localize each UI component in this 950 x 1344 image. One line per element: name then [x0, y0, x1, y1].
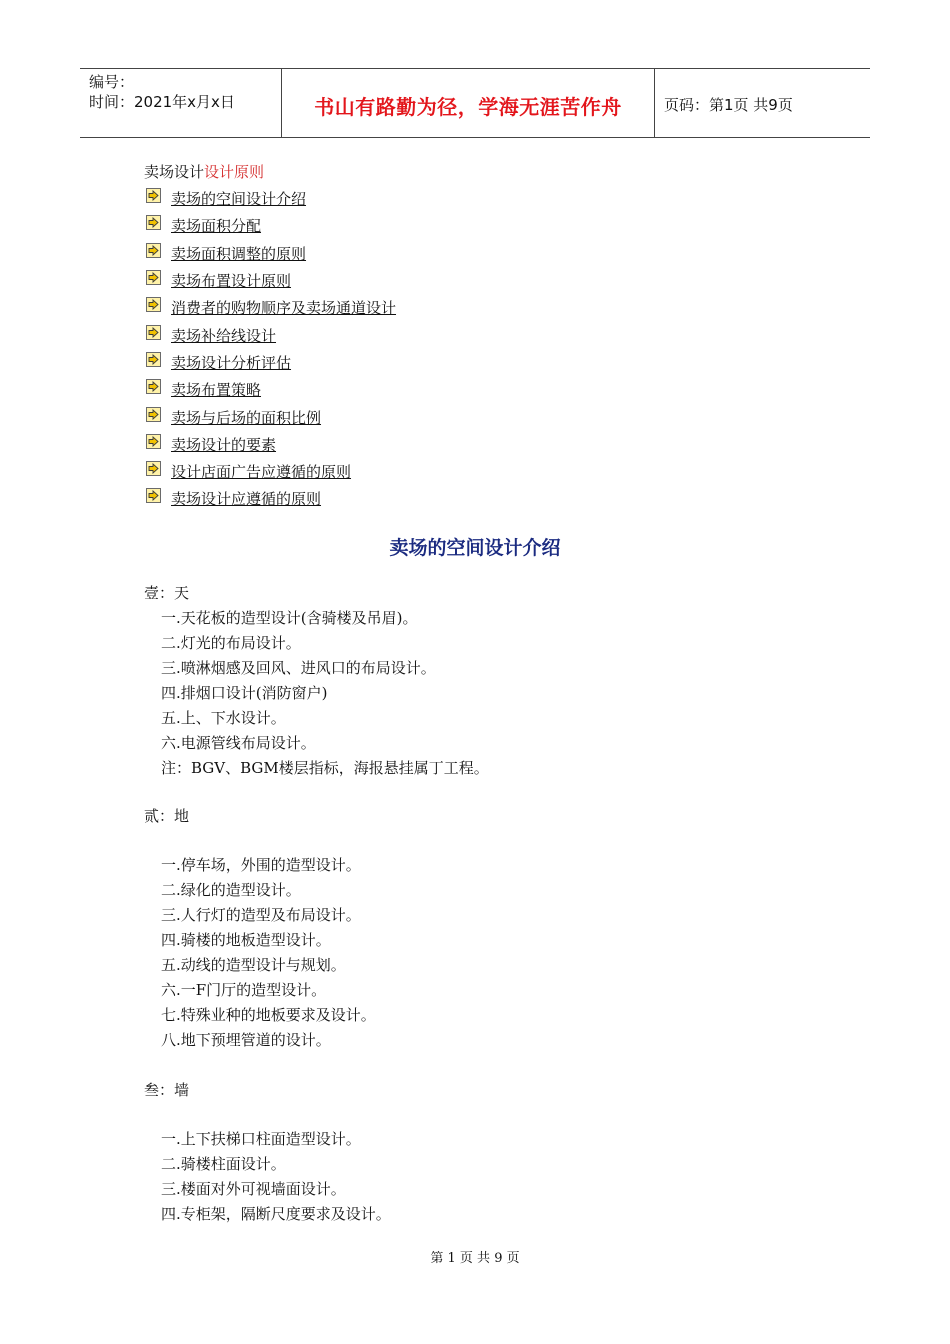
ground-lines [144, 853, 376, 1053]
header-meta-cell [80, 69, 280, 137]
document-header [80, 68, 870, 138]
wall-heading: 叁：墙 [144, 1081, 190, 1099]
arrow-right-icon [146, 270, 161, 285]
toc-item[interactable] [146, 321, 396, 348]
ground-line: 四.骑楼的地板造型设计。 [161, 931, 331, 949]
time-label: 时间：2021年x月x日 [89, 93, 235, 111]
arrow-right-icon [146, 243, 161, 258]
page-footer: 第 1 页 共 9 页 [430, 1251, 520, 1266]
ground-line: 一.停车场，外围的造型设计。 [161, 856, 361, 874]
section-title: 卖场的空间设计介绍 [389, 537, 561, 559]
arrow-right-icon [146, 297, 161, 312]
toc-item[interactable] [146, 267, 396, 294]
heaven-line: 四.排烟口设计(消防窗户) [161, 684, 328, 702]
heaven-line: 一.天花板的造型设计(含骑楼及吊眉)。 [161, 609, 418, 627]
wall-line: 三.楼面对外可视墙面设计。 [161, 1180, 346, 1198]
toc-item[interactable] [146, 349, 396, 376]
wall-line: 四.专柜架，隔断尺度要求及设计。 [161, 1205, 391, 1223]
toc-item[interactable] [146, 240, 396, 267]
motto: 书山有路勤为径，学海无涯苦作舟 [314, 95, 622, 119]
arrow-right-icon [146, 325, 161, 340]
toc-list [146, 185, 396, 513]
ground-line: 二.绿化的造型设计。 [161, 881, 301, 899]
ground-line: 八.地下预埋管道的设计。 [161, 1031, 331, 1049]
ground-heading: 贰：地 [144, 807, 190, 825]
toc-item[interactable] [146, 294, 396, 321]
toc-link[interactable]: 卖场与后场的面积比例 [171, 408, 322, 427]
ground-block [144, 804, 376, 1053]
wall-block [144, 1078, 391, 1227]
heaven-line: 六.电源管线布局设计。 [161, 734, 316, 752]
arrow-right-icon [146, 352, 161, 367]
heaven-line: 三.喷淋烟感及回风、进风口的布局设计。 [161, 659, 436, 677]
header-page-cell [654, 69, 870, 137]
toc-link[interactable]: 卖场布置设计原则 [171, 272, 292, 291]
heaven-block [144, 581, 489, 781]
toc-link[interactable]: 卖场布置策略 [171, 381, 262, 400]
page-info: 页码：第1页 共9页 [664, 96, 793, 114]
toc-link[interactable]: 卖场设计的要素 [171, 435, 277, 454]
heaven-note: 注：BGV、BGM楼层指标，海报悬挂属丁工程。 [161, 759, 489, 777]
header-motto-cell [281, 69, 655, 137]
number-label: 编号： [89, 73, 135, 91]
arrow-right-icon [146, 461, 161, 476]
toc-link[interactable]: 卖场的空间设计介绍 [171, 190, 307, 209]
wall-line: 二.骑楼柱面设计。 [161, 1155, 286, 1173]
toc-title-highlight: 设计原则 [204, 163, 265, 181]
toc-link[interactable]: 设计店面广告应遵循的原则 [171, 463, 352, 482]
heaven-line: 五.上、下水设计。 [161, 709, 286, 727]
toc-item[interactable] [146, 458, 396, 485]
heaven-heading: 壹：天 [144, 584, 190, 602]
toc-item[interactable] [146, 485, 396, 512]
arrow-right-icon [146, 488, 161, 503]
arrow-right-icon [146, 407, 161, 422]
toc-link[interactable]: 卖场设计分析评估 [171, 353, 292, 372]
arrow-right-icon [146, 434, 161, 449]
ground-line: 五.动线的造型设计与规划。 [161, 956, 346, 974]
ground-line: 三.人行灯的造型及布局设计。 [161, 906, 361, 924]
ground-line: 七.特殊业种的地板要求及设计。 [161, 1006, 376, 1024]
toc-item[interactable] [146, 185, 396, 212]
toc-item[interactable] [146, 403, 396, 430]
toc-link[interactable]: 卖场面积调整的原则 [171, 244, 307, 263]
ground-line: 六.一F门厅的造型设计。 [161, 981, 327, 999]
wall-line: 一.上下扶梯口柱面造型设计。 [161, 1130, 361, 1148]
heaven-lines [144, 606, 489, 781]
toc-item[interactable] [146, 431, 396, 458]
toc-link[interactable]: 卖场设计应遵循的原则 [171, 490, 322, 509]
toc-link[interactable]: 消费者的购物顺序及卖场通道设计 [171, 299, 397, 318]
toc-title-prefix: 卖场设计 [144, 163, 205, 181]
heaven-line: 二.灯光的布局设计。 [161, 634, 301, 652]
wall-lines [144, 1127, 391, 1227]
toc-title [144, 161, 264, 182]
toc-link[interactable]: 卖场面积分配 [171, 217, 262, 236]
arrow-right-icon [146, 188, 161, 203]
toc-link[interactable]: 卖场补给线设计 [171, 326, 277, 345]
toc-item[interactable] [146, 376, 396, 403]
arrow-right-icon [146, 379, 161, 394]
arrow-right-icon [146, 215, 161, 230]
toc-item[interactable] [146, 212, 396, 239]
